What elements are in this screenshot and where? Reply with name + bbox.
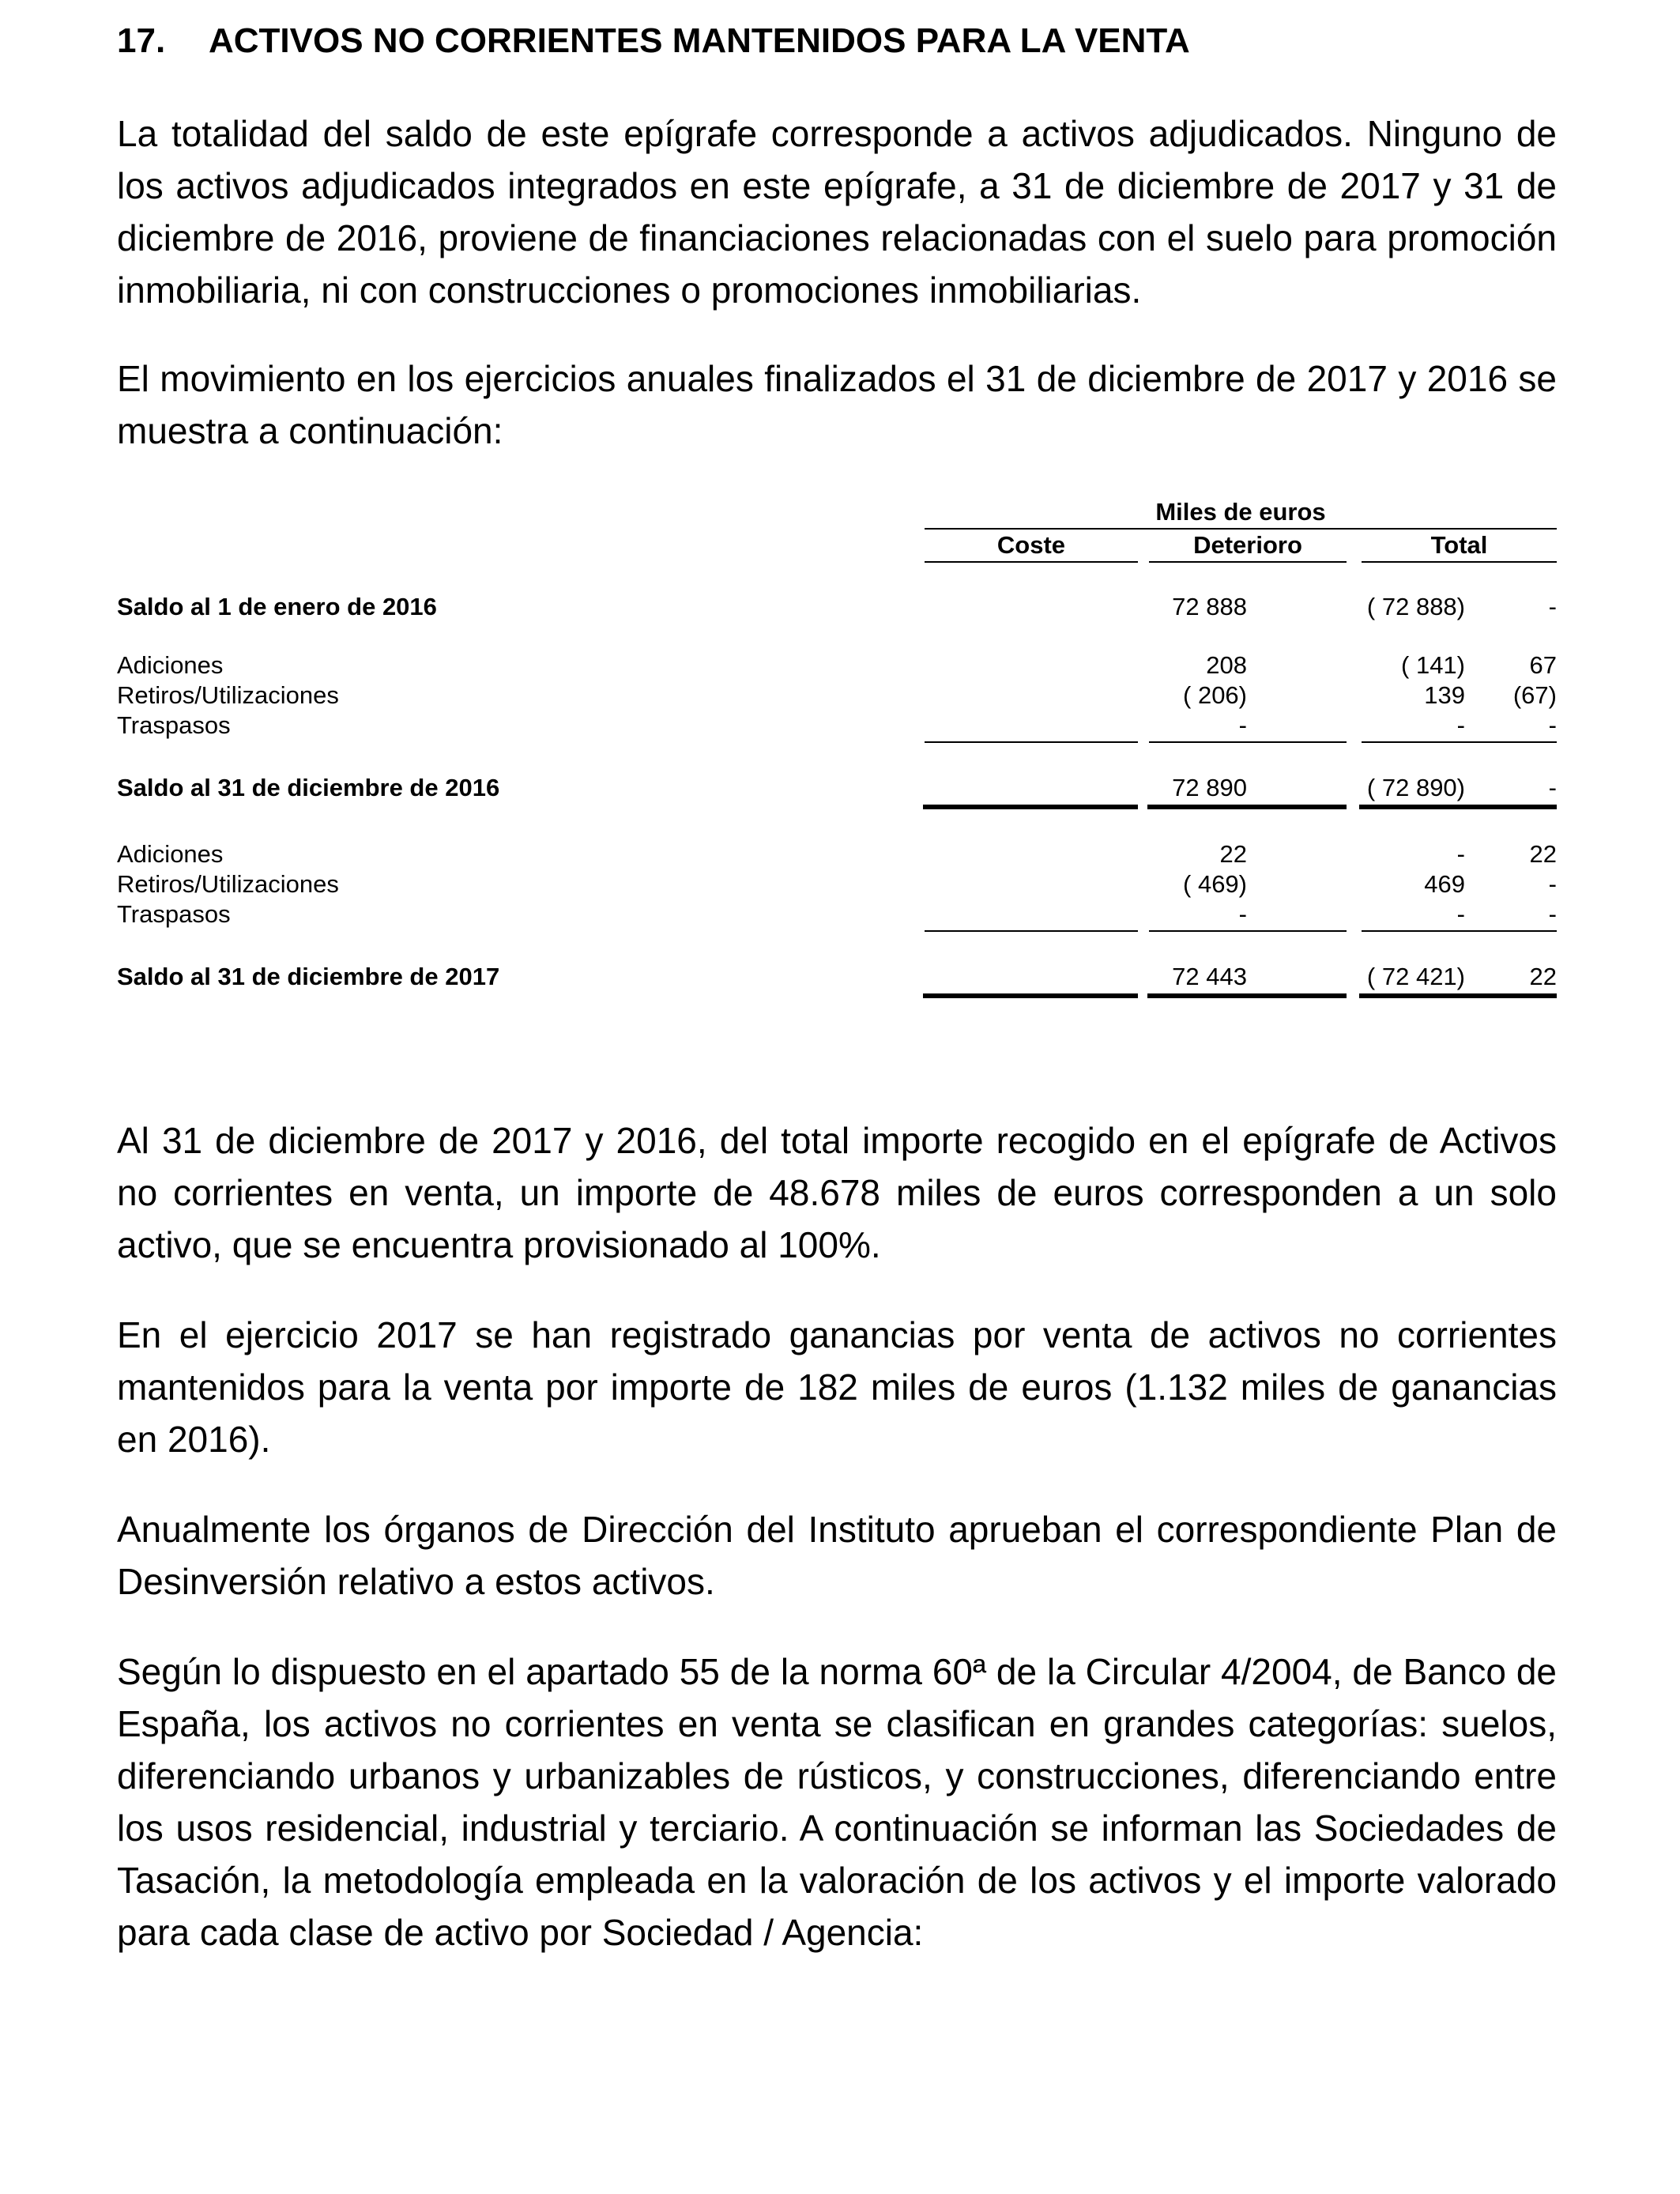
movement-table [117,494,1557,1016]
cell-coste: 72 443 [1172,963,1247,990]
cell-total: 22 [1529,840,1557,868]
cell-deterioro: - [1456,840,1465,868]
cell-coste: - [1238,711,1247,739]
subtotal-rule [1362,930,1557,932]
cell-coste: - [1238,900,1247,928]
paragraph-6: Según lo dispuesto en el apartado 55 de la norma 60ª de la Circular 4/2004, de Banco de España, los activos no corrientes en venta se clasifican en grandes categorías: suelos, diferenciando urbanos y urbanizables de rústicos, y construcciones, diferenciando entre los usos residencial, industrial y terciario. A continuación se informan las Sociedades de Tasación, la metodología empleada en la valoración de los activos y el importe valorado para cada clase de activo por Sociedad / Agencia: [117,1651,1557,1953]
subtotal-rule [925,741,1138,743]
paragraph-4: En el ejercicio 2017 se han registrado ganancias por venta de activos no corrientes mantenidos para la venta por importe de 182 miles de euros (1.132 miles de ganancias en 2016). [117,1314,1557,1460]
cell-total: 22 [1529,963,1557,990]
section-number: 17. [117,21,166,60]
section-heading [117,17,1563,65]
total-rule [1359,993,1557,998]
column-rule-coste [925,561,1138,563]
cell-deterioro: ( 72 421) [1366,963,1465,990]
cell-deterioro: 469 [1424,870,1465,898]
row-label: Retiros/Utilizaciones [117,681,339,709]
section-title: ACTIVOS NO CORRIENTES MANTENIDOS PARA LA VENTA [209,21,1190,60]
row-label: Saldo al 31 de diciembre de 2017 [117,963,500,990]
cell-total: (67) [1512,681,1557,709]
subtotal-rule [925,930,1138,932]
total-rule [923,993,1138,998]
cell-deterioro: ( 72 890) [1366,774,1465,801]
cell-coste: ( 206) [1183,681,1247,709]
paragraph-5: Anualmente los órganos de Dirección del Instituto aprueban el correspondiente Plan de Desinversión relativo a estos activos. [117,1509,1557,1602]
cell-coste: 208 [1206,651,1247,679]
paragraph-2: El movimiento en los ejercicios anuales finalizados el 31 de diciembre de 2017 y 2016 se muestra a continuación: [117,358,1557,451]
row-label: Saldo al 1 de enero de 2016 [117,593,437,620]
cell-coste: ( 469) [1183,870,1247,898]
paragraph-3: Al 31 de diciembre de 2017 y 2016, del total importe recogido en el epígrafe de Activos no corrientes en venta, un importe de 48.678 miles de euros corresponden a un solo activo, que se encuentra provisionado al 100%. [117,1120,1557,1265]
cell-deterioro: - [1456,900,1465,928]
row-label: Adiciones [117,840,224,868]
cell-deterioro: 139 [1424,681,1465,709]
total-rule [1147,993,1347,998]
column-rule-deterioro [1149,561,1347,563]
subtotal-rule [1149,930,1347,932]
unit-header: Miles de euros [1155,498,1326,526]
cell-coste: 72 890 [1172,774,1247,801]
cell-total: - [1548,711,1557,739]
total-rule [923,805,1138,809]
row-label: Adiciones [117,651,224,679]
row-label: Traspasos [117,900,231,928]
total-rule [1147,805,1347,809]
column-rule-total [1362,561,1557,563]
total-rule [1359,805,1557,809]
row-label: Saldo al 31 de diciembre de 2016 [117,774,500,801]
subtotal-rule [1362,741,1557,743]
paragraph-1: La totalidad del saldo de este epígrafe corresponde a activos adjudicados. Ninguno de los activos adjudicados integrados en este epígrafe, a 31 de diciembre de 2017 y 31 de diciembre de 2016, proviene de financiaciones relacionadas con el suelo para promoción inmobiliaria, ni con construcciones o promociones inmobiliarias. [117,113,1557,311]
row-label: Retiros/Utilizaciones [117,870,339,898]
row-label: Traspasos [117,711,231,739]
cell-coste: 22 [1219,840,1247,868]
cell-total: - [1548,900,1557,928]
column-header-total: Total [1430,531,1488,559]
cell-deterioro: ( 141) [1401,651,1465,679]
cell-total: - [1548,774,1557,801]
cell-coste: 72 888 [1172,593,1247,620]
column-header-coste: Coste [996,531,1066,559]
cell-total: 67 [1529,651,1557,679]
cell-deterioro: - [1456,711,1465,739]
cell-total: - [1548,870,1557,898]
header-rule [925,528,1557,530]
column-header-deterioro: Deterioro [1193,531,1302,559]
cell-total: - [1548,593,1557,620]
cell-deterioro: ( 72 888) [1366,593,1465,620]
subtotal-rule [1149,741,1347,743]
